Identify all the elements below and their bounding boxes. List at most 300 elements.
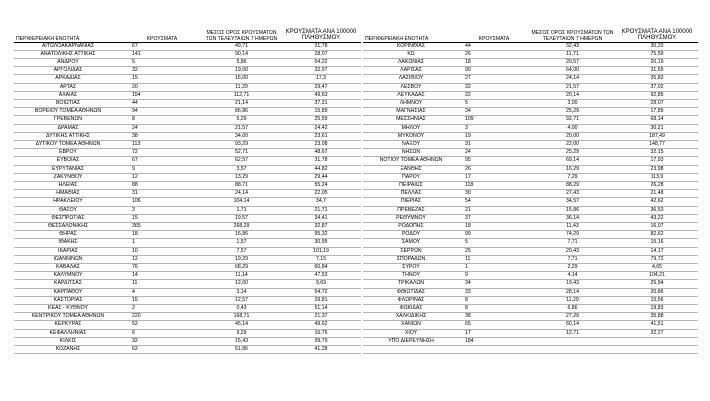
per100k-cell: 43,22 <box>616 214 698 222</box>
region-cell: ΚΕΡΚΥΡΑΣ <box>14 321 122 329</box>
region-cell: ΥΠΟ ΔΙΕΡΕΥΝΗΣΗ <box>363 337 459 345</box>
region-cell: ΛΑΣΙΘΙΟΥ <box>363 75 459 83</box>
cases-cell: 37 <box>459 214 529 222</box>
cases-cell: 34 <box>459 108 529 116</box>
per100k-cell: 95,32 <box>281 231 361 239</box>
cases-cell: 62 <box>122 346 202 354</box>
region-cell: ΘΑΣΟΥ <box>14 206 122 214</box>
per100k-cell: 19,83 <box>616 305 698 313</box>
avg7-cell: 88,29 <box>529 181 616 189</box>
table-row <box>14 124 361 132</box>
table-row <box>363 280 698 288</box>
avg7-cell: 11,43 <box>529 222 616 230</box>
table-row <box>14 263 361 271</box>
per100k-cell: 36,53 <box>616 206 698 214</box>
cases-cell: 26 <box>459 165 529 173</box>
cases-cell: 12 <box>122 173 202 181</box>
table-row <box>14 329 361 337</box>
cases-cell: 109 <box>459 116 529 124</box>
per100k-cell <box>616 337 698 345</box>
per100k-cell: 21,37 <box>281 313 361 321</box>
avg7-cell: 93,29 <box>202 140 281 148</box>
cases-cell: 9 <box>122 165 202 173</box>
per100k-cell: 41,28 <box>281 346 361 354</box>
table-row <box>14 116 361 124</box>
avg7-cell: 19,29 <box>202 255 281 263</box>
cases-cell: 15 <box>122 214 202 222</box>
table-row <box>363 288 698 296</box>
cases-cell: 106 <box>122 198 202 206</box>
per100k-cell: 30,95 <box>281 239 361 247</box>
cases-cell: 11 <box>122 280 202 288</box>
region-cell: ΣΕΡΡΩΝ <box>363 247 459 255</box>
avg7-cell: 7,71 <box>529 255 616 263</box>
avg7-cell: 34,00 <box>202 132 281 140</box>
per100k-cell: 47,53 <box>281 272 361 280</box>
per100k-cell: 60,84 <box>281 263 361 271</box>
per100k-cell: 54,72 <box>281 288 361 296</box>
table-row <box>363 108 698 116</box>
table-row <box>14 206 361 214</box>
table-row <box>14 157 361 165</box>
avg7-cell: 13,29 <box>202 173 281 181</box>
table-row <box>14 132 361 140</box>
per100k-cell: 32,15 <box>616 149 698 157</box>
avg7-cell: 1,57 <box>202 239 281 247</box>
table-row <box>14 305 361 313</box>
cases-cell: 8 <box>459 305 529 313</box>
cases-cell: 17 <box>459 173 529 181</box>
table-header-row <box>363 13 698 42</box>
per100k-cell: 37,31 <box>281 99 361 107</box>
region-cell: ΑΝΔΡΟΥ <box>14 58 122 66</box>
per100k-cell: 30,21 <box>616 124 698 132</box>
per100k-cell: 101,19 <box>281 247 361 255</box>
avg7-cell: 20,00 <box>529 132 616 140</box>
per100k-cell: 34,41 <box>281 214 361 222</box>
per100k-cell: 17,3 <box>281 75 361 83</box>
cases-cell: 44 <box>459 42 529 50</box>
region-cell: ΔΥΤΙΚΟΥ ΤΟΜΕΑ ΑΘΗΝΩΝ <box>14 140 122 148</box>
table-row <box>14 214 361 222</box>
region-cell: ΕΥΒΟΙΑΣ <box>14 157 122 165</box>
region-cell: ΦΛΩΡΙΝΑΣ <box>363 296 459 304</box>
avg7-cell: 4,14 <box>529 272 616 280</box>
region-cell: ΧΑΛΚΙΔΙΚΗΣ <box>363 313 459 321</box>
per100k-cell: 14,17 <box>616 247 698 255</box>
region-cell: ΗΡΑΚΛΕΙΟΥ <box>14 198 122 206</box>
per100k-cell: 16,07 <box>616 222 698 230</box>
cases-cell: 8 <box>122 116 202 124</box>
header-region: ΠΕΡΙΦΕΡΕΙΑΚΗ ΕΝΟΤΗΤΑ <box>363 13 459 42</box>
cases-cell <box>459 346 529 354</box>
per100k-cell: 187,49 <box>616 132 698 140</box>
per100k-cell: 55,24 <box>281 181 361 189</box>
region-cell: ΜΑΓΝΗΣΙΑΣ <box>363 108 459 116</box>
avg7-cell: 7,29 <box>529 173 616 181</box>
cases-cell: 220 <box>122 313 202 321</box>
table-row <box>363 329 698 337</box>
avg7-cell: 21,57 <box>202 124 281 132</box>
avg7-cell: 19,43 <box>529 280 616 288</box>
region-cell: ΡΟΔΟΥ <box>363 231 459 239</box>
cases-cell: 33 <box>459 288 529 296</box>
avg7-cell: 24,14 <box>529 75 616 83</box>
avg7-cell: 20,43 <box>529 247 616 255</box>
region-cell: ΚΟΖΑΝΗΣ <box>14 346 122 354</box>
per100k-cell: 29,81 <box>281 296 361 304</box>
cases-cell: 1 <box>122 239 202 247</box>
avg7-cell: 49,71 <box>202 42 281 50</box>
cases-cell: 30 <box>459 190 529 198</box>
cases-cell: 18 <box>459 58 529 66</box>
table-row <box>14 108 361 116</box>
region-cell: ΕΒΡΟΥ <box>14 149 122 157</box>
region-cell: ΤΗΝΟΥ <box>363 272 459 280</box>
header-per100k: ΚΡΟΥΣΜΑΤΑ ΑΝΑ 100000 ΠΛΗΘΥΣΜΟΥ <box>616 13 698 42</box>
cases-cell: 90 <box>459 67 529 75</box>
avg7-cell: 24,14 <box>202 190 281 198</box>
per100k-cell: 23,08 <box>281 140 361 148</box>
table-row <box>14 346 361 354</box>
per100k-cell: 32,27 <box>616 329 698 337</box>
avg7-cell: 0,43 <box>202 305 281 313</box>
per100k-cell: 51,14 <box>281 305 361 313</box>
region-cell: ΣΠΟΡΑΔΩΝ <box>363 255 459 263</box>
cases-cell: 44 <box>122 99 202 107</box>
avg7-cell: 25,29 <box>529 149 616 157</box>
per100k-cell: 31,78 <box>281 157 361 165</box>
avg7-cell: 268,29 <box>202 222 281 230</box>
per100k-cell: 29,47 <box>281 83 361 91</box>
table-row <box>363 132 698 140</box>
cases-cell: 2 <box>122 305 202 313</box>
cases-cell: 67 <box>122 157 202 165</box>
table-row <box>14 67 361 75</box>
per100k-cell: 21,71 <box>281 206 361 214</box>
cases-cell: 65 <box>459 321 529 329</box>
per100k-cell: 37,02 <box>616 83 698 91</box>
per100k-cell: 17,89 <box>616 108 698 116</box>
region-cell: ΑΙΤΩΛΟΑΚΑΡΝΑΝΙΑΣ <box>14 42 122 50</box>
table-row <box>14 280 361 288</box>
region-cell: ΗΛΕΙΑΣ <box>14 181 122 189</box>
table-row <box>363 247 698 255</box>
cases-cell: 18 <box>122 231 202 239</box>
region-cell: ΚΑΣΤΟΡΙΑΣ <box>14 296 122 304</box>
per100k-cell: 15,89 <box>281 108 361 116</box>
per100k-cell: 15,56 <box>616 296 698 304</box>
per100k-cell: 68,14 <box>616 116 698 124</box>
table-row <box>14 296 361 304</box>
region-cell: ΛΕΥΚΑΔΑΣ <box>363 91 459 99</box>
cases-cell: 18 <box>459 222 529 230</box>
region-cell: ΑΧΑΪΑΣ <box>14 91 122 99</box>
avg7-cell: 7,71 <box>529 239 616 247</box>
cases-cell: 31 <box>459 140 529 148</box>
cases-cell: 54 <box>459 198 529 206</box>
table-row <box>363 149 698 157</box>
cases-cell: 88 <box>122 181 202 189</box>
region-cell: ΘΕΣΣΑΛΟΝΙΚΗΣ <box>14 222 122 230</box>
region-cell: ΛΗΜΝΟΥ <box>363 99 459 107</box>
avg7-cell: 15,43 <box>202 337 281 345</box>
avg7-cell: 20,14 <box>529 91 616 99</box>
per100k-cell <box>616 346 698 354</box>
cases-cell: 3 <box>122 206 202 214</box>
avg7-cell: 60,14 <box>529 321 616 329</box>
per100k-cell: 82,62 <box>616 231 698 239</box>
table-row <box>14 99 361 107</box>
avg7-cell: 62,57 <box>202 157 281 165</box>
cases-cell: 10 <box>122 247 202 255</box>
region-cell: ΝΑΞΟΥ <box>363 140 459 148</box>
table-row <box>363 50 698 58</box>
cases-cell: 118 <box>459 181 529 189</box>
region-cell: ΕΥΡΥΤΑΝΙΑΣ <box>14 165 122 173</box>
cases-cell: 5 <box>122 58 202 66</box>
cases-cell: 31 <box>122 190 202 198</box>
per100k-cell: 148,77 <box>616 140 698 148</box>
per100k-cell: 32,87 <box>281 222 361 230</box>
table-row <box>14 288 361 296</box>
region-cell: ΛΑΚΩΝΙΑΣ <box>363 58 459 66</box>
per100k-cell: 48,67 <box>281 149 361 157</box>
cases-cell: 6 <box>122 329 202 337</box>
region-cell: ΛΕΣΒΟΥ <box>363 83 459 91</box>
avg7-cell: 20,57 <box>529 58 616 66</box>
avg7-cell: 28,14 <box>529 288 616 296</box>
avg7-cell: 9,29 <box>202 329 281 337</box>
cases-cell: 99 <box>459 231 529 239</box>
per100k-cell: 54,22 <box>281 58 361 66</box>
avg7-cell: 112,71 <box>202 91 281 99</box>
table-row <box>14 165 361 173</box>
cases-cell: 141 <box>122 50 202 58</box>
region-cell: ΓΡΕΒΕΝΩΝ <box>14 116 122 124</box>
avg7-cell: 52,71 <box>202 149 281 157</box>
table-row <box>14 231 361 239</box>
table-row <box>363 222 698 230</box>
per100k-cell: 9,69 <box>281 280 361 288</box>
per100k-cell: 25,59 <box>281 116 361 124</box>
table-row <box>363 67 698 75</box>
region-cell: ΜΕΣΣΗΝΙΑΣ <box>363 116 459 124</box>
avg7-cell: 86,86 <box>202 108 281 116</box>
region-cell: ΚΑΡΠΑΘΟΥ <box>14 288 122 296</box>
region-cell: ΙΘΑΚΗΣ <box>14 239 122 247</box>
cases-cell: 32 <box>122 67 202 75</box>
per100k-cell: 104,21 <box>616 272 698 280</box>
avg7-cell: 168,71 <box>202 313 281 321</box>
avg7-cell: 16,00 <box>202 75 281 83</box>
region-cell: ΑΡΚΑΔΙΑΣ <box>14 75 122 83</box>
avg7-cell: 21,14 <box>202 99 281 107</box>
region-cell: ΙΚΑΡΙΑΣ <box>14 247 122 255</box>
avg7-cell: 3,57 <box>202 165 281 173</box>
cases-cell: 94 <box>122 108 202 116</box>
cases-cell: 21 <box>459 206 529 214</box>
region-cell: ΚΕΝΤΡΙΚΟΥ ΤΟΜΕΑ ΑΘΗΝΩΝ <box>14 313 122 321</box>
region-cell: ΡΕΘΥΜΝΟΥ <box>363 214 459 222</box>
table-row <box>363 272 698 280</box>
cases-cell: 1 <box>459 263 529 271</box>
region-cell: ΒΟΙΩΤΙΑΣ <box>14 99 122 107</box>
region-cell: ΠΙΕΡΙΑΣ <box>363 198 459 206</box>
table-row <box>363 181 698 189</box>
table-row <box>14 50 361 58</box>
per100k-cell: 22,05 <box>281 190 361 198</box>
region-cell: ΚΙΛΚΙΣ <box>14 337 122 345</box>
cases-cell: 154 <box>122 91 202 99</box>
region-cell: ΔΥΤΙΚΗΣ ΑΤΤΙΚΗΣ <box>14 132 122 140</box>
avg7-cell: 32,43 <box>529 42 616 50</box>
cases-cell: 365 <box>122 222 202 230</box>
cases-cell: 17 <box>459 329 529 337</box>
table-row <box>363 263 698 271</box>
avg7-cell: 5,86 <box>202 58 281 66</box>
header-cases: ΚΡΟΥΣΜΑΤΑ <box>459 13 529 42</box>
cases-cell: 76 <box>122 263 202 271</box>
avg7-cell: 6,86 <box>529 305 616 313</box>
avg7-cell: 11,29 <box>202 83 281 91</box>
region-cell: ΚΑΛΥΜΝΟΥ <box>14 272 122 280</box>
region-cell: ΠΡΕΒΕΖΑΣ <box>363 206 459 214</box>
table-row <box>363 346 698 354</box>
per100k-cell: 49,63 <box>281 91 361 99</box>
cases-cell: 72 <box>122 149 202 157</box>
table-row <box>363 173 698 181</box>
region-cell: ΑΡΤΑΣ <box>14 83 122 91</box>
left-table-body <box>14 42 361 354</box>
avg7-cell: 92,71 <box>529 116 616 124</box>
avg7-cell: 4,00 <box>529 124 616 132</box>
table-row <box>363 190 698 198</box>
table-row <box>363 42 698 50</box>
region-cell: ΧΑΝΙΩΝ <box>363 321 459 329</box>
avg7-cell: 5,29 <box>202 116 281 124</box>
per100k-cell: 26,28 <box>616 181 698 189</box>
cases-cell: 20 <box>122 83 202 91</box>
per100k-cell: 39,79 <box>281 337 361 345</box>
avg7-cell: 12,00 <box>202 280 281 288</box>
cases-cell: 3 <box>459 124 529 132</box>
per100k-cell: 41,51 <box>616 321 698 329</box>
avg7-cell: 1,71 <box>202 206 281 214</box>
per100k-cell: 28,07 <box>616 99 698 107</box>
cases-cell: 24 <box>459 149 529 157</box>
right-table-body <box>363 42 698 354</box>
table-row <box>363 157 698 165</box>
cases-cell: 27 <box>459 75 529 83</box>
table-row <box>363 313 698 321</box>
per100k-cell: 28,07 <box>281 50 361 58</box>
table-row <box>363 91 698 99</box>
cases-table-left <box>14 13 361 354</box>
cases-cell: 67 <box>122 42 202 50</box>
per100k-cell: 23,98 <box>616 165 698 173</box>
cases-cell: 52 <box>122 321 202 329</box>
region-cell: ΤΡΙΚΑΛΩΝ <box>363 280 459 288</box>
avg7-cell: 51,86 <box>202 346 281 354</box>
per100k-cell: 29,44 <box>281 173 361 181</box>
table-row <box>363 305 698 313</box>
per100k-cell: 34,7 <box>281 198 361 206</box>
cases-cell: 34 <box>459 280 529 288</box>
avg7-cell: 88,71 <box>202 181 281 189</box>
avg7-cell <box>529 337 616 345</box>
region-cell: ΚΕΦΑΛΛΗΝΙΑΣ <box>14 329 122 337</box>
table-row <box>14 222 361 230</box>
header-avg7: ΜΕΣΟΣ ΟΡΟΣ ΚΡΟΥΣΜΑΤΩΝ ΤΩΝ ΤΕΛΕΥΤΑΙΩΝ 7 ΗΜΕΡΩΝ <box>202 13 281 42</box>
avg7-cell: 22,00 <box>529 140 616 148</box>
table-row <box>363 214 698 222</box>
table-row <box>14 313 361 321</box>
per100k-cell: 20,86 <box>616 288 698 296</box>
region-cell: ΝΟΤΙΟΥ ΤΟΜΕΑ ΑΘΗΝΩΝ <box>363 157 459 165</box>
per100k-cell: 49,62 <box>281 321 361 329</box>
per100k-cell: 35,88 <box>616 313 698 321</box>
region-cell: ΑΡΓΟΛΙΔΑΣ <box>14 67 122 75</box>
cases-cell: 8 <box>459 296 529 304</box>
per100k-cell: 21,48 <box>616 190 698 198</box>
table-row <box>363 58 698 66</box>
per100k-cell: 20,19 <box>616 58 698 66</box>
per100k-cell: 42,62 <box>616 198 698 206</box>
table-row <box>363 140 698 148</box>
region-cell: ΦΘΙΩΤΙΔΑΣ <box>363 288 459 296</box>
avg7-cell: 104,14 <box>202 198 281 206</box>
table-row <box>14 140 361 148</box>
header-per100k: ΚΡΟΥΣΜΑΤΑ ΑΝΑ 100000 ΠΛΗΘΥΣΜΟΥ <box>281 13 361 42</box>
avg7-cell: 36,14 <box>529 214 616 222</box>
cases-cell: 113 <box>122 140 202 148</box>
avg7-cell: 34,57 <box>529 198 616 206</box>
avg7-cell: 11,71 <box>529 50 616 58</box>
region-cell: ΜΥΚΟΝΟΥ <box>363 132 459 140</box>
left-table-section <box>14 13 361 354</box>
avg7-cell: 16,29 <box>529 165 616 173</box>
region-cell: ΚΕΑΣ - ΚΥΘΝΟΥ <box>14 305 122 313</box>
table-row <box>363 239 698 247</box>
table-row <box>14 42 361 50</box>
table-row <box>363 99 698 107</box>
table-row <box>363 116 698 124</box>
table-row <box>363 198 698 206</box>
per100k-cell: 4,65 <box>616 263 698 271</box>
per100k-cell: 32,97 <box>281 67 361 75</box>
region-cell: ΗΜΑΘΙΑΣ <box>14 190 122 198</box>
table-row <box>14 75 361 83</box>
region-cell: ΚΑΒΑΛΑΣ <box>14 263 122 271</box>
table-row <box>14 149 361 157</box>
region-cell: ΜΗΛΟΥ <box>363 124 459 132</box>
avg7-cell: 15,86 <box>529 206 616 214</box>
right-table-section <box>363 13 698 354</box>
table-row <box>363 83 698 91</box>
header-avg7: ΜΕΣΟΣ ΟΡΟΣ ΚΡΟΥΣΜΑΤΩΝ ΤΩΝ ΤΕΛΕΥΤΑΙΩΝ 7 ΗΜΕΡΩΝ <box>529 13 616 42</box>
cases-cell: 38 <box>459 313 529 321</box>
cases-cell: 95 <box>459 157 529 165</box>
per100k-cell: 92,85 <box>616 91 698 99</box>
table-row <box>14 272 361 280</box>
table-row <box>14 173 361 181</box>
avg7-cell <box>529 346 616 354</box>
table-row <box>14 181 361 189</box>
table-row <box>363 124 698 132</box>
region-cell: ΘΗΡΑΣ <box>14 231 122 239</box>
cases-cell: 14 <box>122 272 202 280</box>
